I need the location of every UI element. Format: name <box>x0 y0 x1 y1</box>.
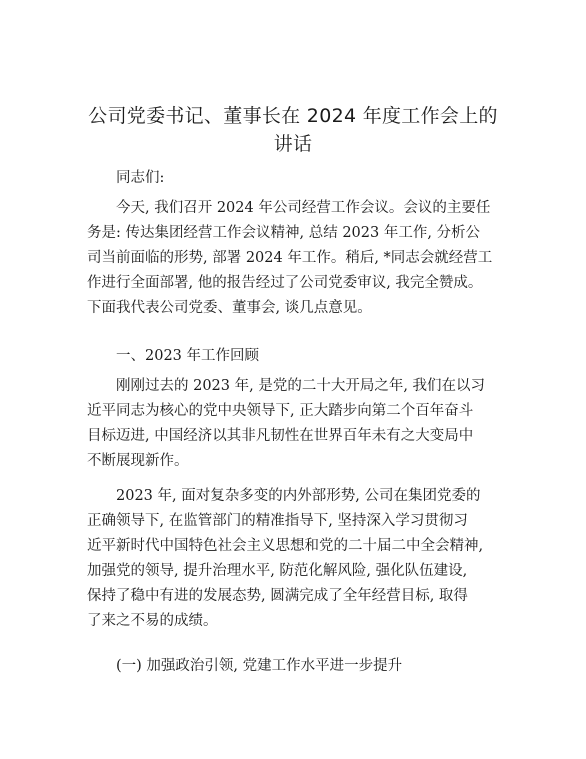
paragraph-line: 司当前面临的形势, 部署 2024 年工作。稍后, *同志会就经营工 <box>87 250 493 266</box>
paragraph-line: 近平新时代中国特色社会主义思想和党的二十届二中全会精神, <box>87 538 484 554</box>
paragraph-line: 不断展现新作。 <box>87 453 189 469</box>
paragraph-line: 了来之不易的成绩。 <box>87 613 218 629</box>
paragraph-line: 下面我代表公司党委、董事会, 谈几点意见。 <box>87 300 372 316</box>
section-heading-2 <box>87 654 507 679</box>
paragraph-line: 2023 年, 面对复杂多变的内外部形势, 公司在集团党委的 <box>116 488 481 504</box>
paragraph-line: 作进行全面部署, 他的报告经过了公司党委审议, 我完全赞成。 <box>87 275 483 291</box>
paragraph-review <box>87 374 507 474</box>
paragraph-line: 保持了稳中有进的发展态势, 圆满完成了全年经营目标, 取得 <box>87 588 468 604</box>
paragraph-line: 今天, 我们召开 2024 年公司经营工作会议。会议的主要任 <box>116 200 491 216</box>
paragraph-line: 目标迈进, 中国经济以其非凡韧性在世界百年未有之大变局中 <box>87 428 474 444</box>
section-heading-text: (一) 加强政治引领, 党建工作水平进一步提升 <box>116 658 403 674</box>
paragraph-line: 近平同志为核心的党中央领导下, 正大踏步向第二个百年奋斗 <box>87 403 474 419</box>
paragraph-2023 <box>87 484 507 634</box>
paragraph-intro <box>87 196 507 321</box>
greeting-text: 同志们: <box>116 170 165 186</box>
document-title <box>60 102 526 158</box>
section-heading-text: 一、2023 年工作回顾 <box>116 348 260 364</box>
paragraph-line: 正确领导下, 在监管部门的精准指导下, 坚持深入学习贯彻习 <box>87 513 468 529</box>
title-line: 讲话 <box>273 133 313 155</box>
greeting <box>87 166 507 191</box>
paragraph-line: 务是: 传达集团经营工作会议精神, 总结 2023 年工作, 分析公 <box>87 225 481 241</box>
paragraph-line: 加强党的领导, 提升治理水平, 防范化解风险, 强化队伍建设, <box>87 563 468 579</box>
section-heading-1 <box>87 344 507 369</box>
title-line: 公司党委书记、董事长在 2024 年度工作会上的 <box>88 105 498 127</box>
paragraph-line: 刚刚过去的 2023 年, 是党的二十大开局之年, 我们在以习 <box>116 378 486 394</box>
